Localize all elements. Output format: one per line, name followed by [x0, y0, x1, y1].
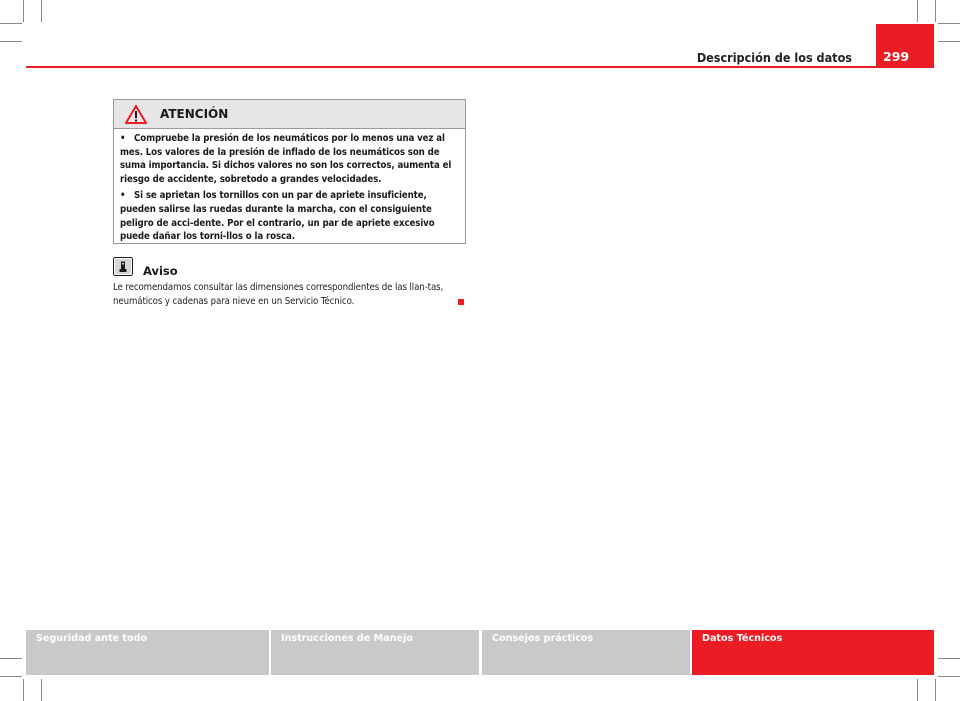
warning-body [114, 129, 465, 244]
crop-mark [935, 0, 936, 22]
warning-box [113, 99, 466, 244]
warning-item [120, 189, 459, 243]
warning-item [120, 132, 459, 186]
crop-mark [938, 658, 960, 659]
footer-tab-instrucciones[interactable]: Instrucciones de Manejo [271, 630, 479, 675]
note-text: Le recomendamos consultar las dimensiones correspondientes de las llan-tas, neumáticos y cadenas para nieve en un Servicio Técnico. [113, 282, 444, 307]
end-of-section-mark [458, 299, 464, 305]
warning-header [114, 100, 465, 129]
crop-mark [938, 23, 960, 24]
crop-mark [0, 676, 22, 677]
crop-mark [41, 0, 42, 22]
crop-mark [935, 679, 936, 701]
bullet: • [120, 133, 126, 144]
crop-mark [23, 0, 24, 22]
note-title: Aviso [143, 264, 178, 278]
footer-tab-consejos[interactable]: Consejos prácticos [482, 630, 690, 675]
crop-mark [41, 679, 42, 701]
crop-mark [917, 0, 918, 22]
warning-title: ATENCIÓN [160, 107, 229, 121]
crop-mark [938, 676, 960, 677]
crop-mark [938, 41, 960, 42]
warning-item-text: Si se aprietan los tornillos con un par de apriete insuficiente, pueden salirse las ruedas durante la marcha, con el consiguiente peligro de acci-dente. Por el contrario, un par de apriete excesivo puede dañar los torni-llos o la rosca. [120, 190, 435, 243]
crop-mark [0, 41, 22, 42]
warning-triangle-icon [125, 105, 147, 124]
header-rule [26, 66, 934, 68]
bullet: • [120, 190, 126, 202]
crop-mark [0, 23, 22, 24]
section-title: Descripción de los datos [696, 50, 852, 65]
crop-mark [0, 658, 22, 659]
warning-item-text: Compruebe la presión de los neumáticos por lo menos una vez al mes. Los valores de la presión de inflado de los neumáticos son de suma importancia. Si dichos valores no son los correctos, aumenta el riesgo de accidente, sobretodo a grandes velocidades. [120, 133, 452, 185]
page-number: 299 [876, 24, 934, 66]
footer-tab-datos-tecnicos[interactable]: Datos Técnicos [692, 630, 934, 675]
crop-mark [23, 679, 24, 701]
crop-mark [917, 679, 918, 701]
footer-tab-seguridad[interactable]: Seguridad ante todo [26, 630, 269, 675]
note-icon [113, 257, 133, 276]
